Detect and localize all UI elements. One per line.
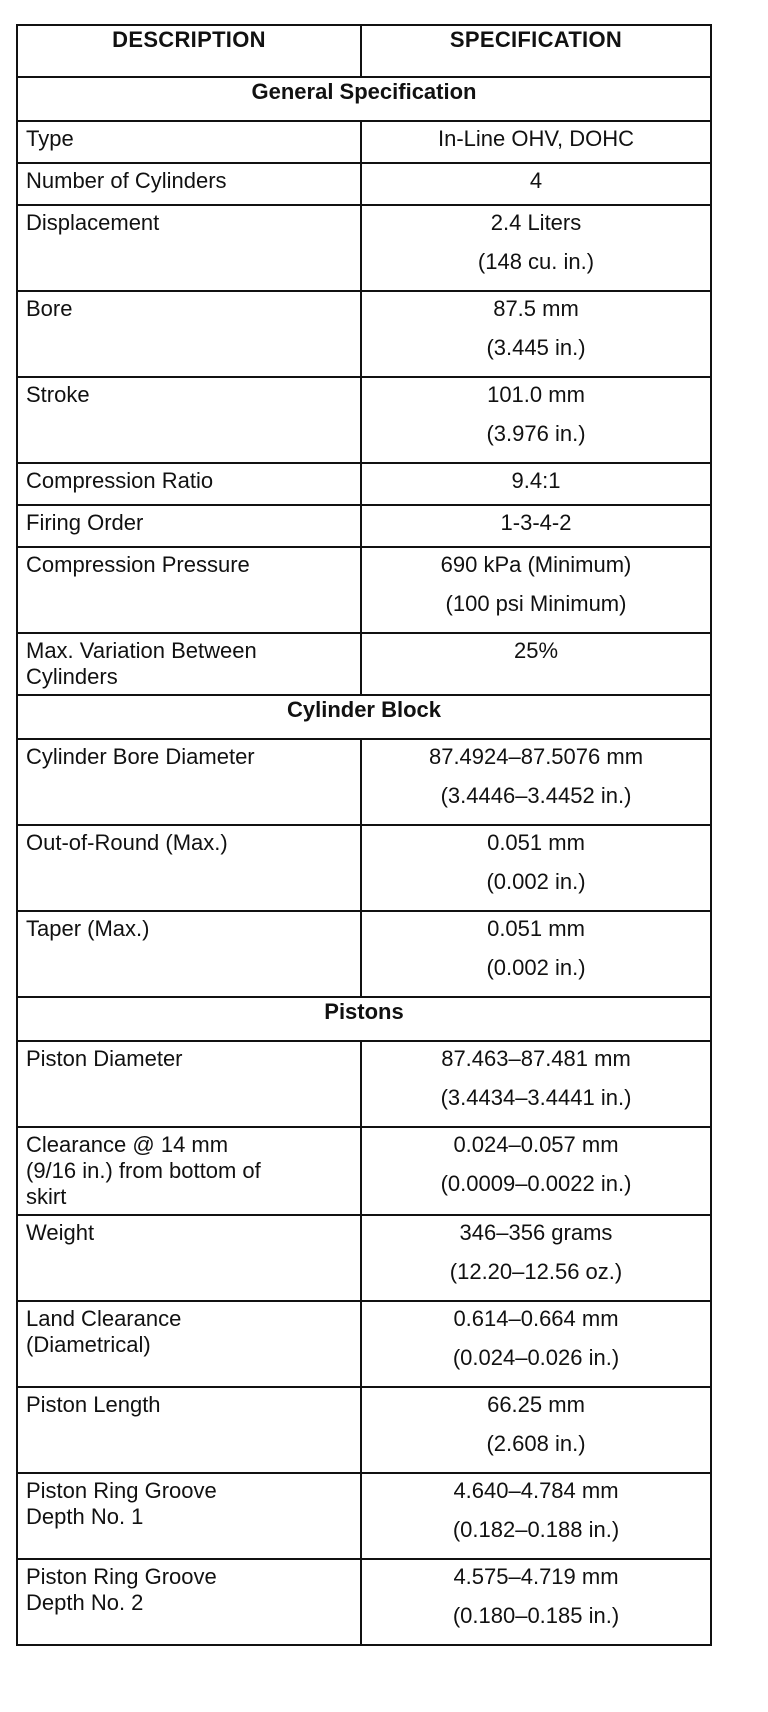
description-text: Out-of-Round (Max.) xyxy=(26,830,228,855)
specification-value: In-Line OHV, DOHC xyxy=(437,126,635,151)
table-row xyxy=(17,1041,711,1127)
table-row xyxy=(17,1473,711,1559)
description-cell xyxy=(17,547,361,633)
description-text: Taper (Max.) xyxy=(26,916,150,941)
table-row xyxy=(17,911,711,997)
specification-cell xyxy=(361,163,711,205)
specification-value: (0.002 in.) xyxy=(486,955,586,980)
specification-value: 87.5 mm xyxy=(493,296,579,321)
description-text: Clearance @ 14 mm xyxy=(26,1132,229,1157)
specification-cell xyxy=(361,1127,711,1215)
specification-cell xyxy=(361,291,711,377)
specification-value: 87.4924–87.5076 mm xyxy=(428,744,644,769)
specification-cell xyxy=(361,1559,711,1645)
table-row xyxy=(17,163,711,205)
specification-cell xyxy=(361,825,711,911)
column-header-specification: SPECIFICATION xyxy=(361,25,711,77)
table-row xyxy=(17,633,711,695)
specification-cell xyxy=(361,377,711,463)
engine-spec-table xyxy=(16,24,712,1646)
description-cell xyxy=(17,205,361,291)
description-cell xyxy=(17,377,361,463)
description-cell xyxy=(17,1301,361,1387)
table-header-row xyxy=(17,25,711,77)
description-text: Displacement xyxy=(26,210,160,235)
specification-cell xyxy=(361,547,711,633)
table-row xyxy=(17,1301,711,1387)
description-text: Weight xyxy=(26,1220,95,1245)
specification-value: 4.640–4.784 mm xyxy=(453,1478,619,1503)
description-text: Compression Pressure xyxy=(26,552,250,577)
table-row xyxy=(17,825,711,911)
description-cell xyxy=(17,505,361,547)
description-text: Number of Cylinders xyxy=(26,168,227,193)
description-text: Piston Diameter xyxy=(26,1046,183,1071)
description-cell xyxy=(17,1041,361,1127)
description-cell xyxy=(17,633,361,695)
description-cell xyxy=(17,739,361,825)
table-row xyxy=(17,205,711,291)
table-row xyxy=(17,1127,711,1215)
section-title: Cylinder Block xyxy=(17,695,711,739)
specification-cell xyxy=(361,463,711,505)
column-header-description: DESCRIPTION xyxy=(17,25,361,77)
specification-cell xyxy=(361,121,711,163)
table-body xyxy=(17,77,711,1645)
specification-value: (100 psi Minimum) xyxy=(445,591,627,616)
specification-cell xyxy=(361,1215,711,1301)
description-cell xyxy=(17,121,361,163)
specification-value: 66.25 mm xyxy=(487,1392,585,1417)
description-text: Firing Order xyxy=(26,510,144,535)
description-text: Depth No. 1 xyxy=(26,1504,144,1529)
specification-cell xyxy=(361,739,711,825)
specification-cell xyxy=(361,633,711,695)
description-text: Type xyxy=(26,126,74,151)
description-cell xyxy=(17,1127,361,1215)
table-row xyxy=(17,547,711,633)
specification-value: 690 kPa (Minimum) xyxy=(440,552,632,577)
specification-value: 0.051 mm xyxy=(487,830,585,855)
table-row xyxy=(17,121,711,163)
specification-value: 101.0 mm xyxy=(487,382,585,407)
specification-value: (148 cu. in.) xyxy=(477,249,595,274)
table-row xyxy=(17,1215,711,1301)
specification-value: 9.4:1 xyxy=(511,468,561,493)
section-row xyxy=(17,695,711,739)
specification-value: 1-3-4-2 xyxy=(500,510,572,535)
specification-value: 4 xyxy=(529,168,543,193)
specification-value: (3.976 in.) xyxy=(486,421,586,446)
section-title: Pistons xyxy=(17,997,711,1041)
description-cell xyxy=(17,825,361,911)
description-text: Land Clearance xyxy=(26,1306,182,1331)
specification-value: (0.024–0.026 in.) xyxy=(452,1345,620,1370)
description-text: Piston Length xyxy=(26,1392,161,1417)
description-text: Depth No. 2 xyxy=(26,1590,144,1615)
description-cell xyxy=(17,1387,361,1473)
specification-value: (3.445 in.) xyxy=(486,335,586,360)
table-row xyxy=(17,291,711,377)
specification-value: 0.614–0.664 mm xyxy=(453,1306,619,1331)
specification-value: (12.20–12.56 oz.) xyxy=(449,1259,623,1284)
description-text: (9/16 in.) from bottom of xyxy=(26,1158,261,1183)
specification-value: 2.4 Liters xyxy=(490,210,582,235)
description-text: Max. Variation Between xyxy=(26,638,257,663)
description-text: Cylinder Bore Diameter xyxy=(26,744,255,769)
specification-value: 0.051 mm xyxy=(487,916,585,941)
description-cell xyxy=(17,1215,361,1301)
specification-value: (3.4446–3.4452 in.) xyxy=(440,783,632,808)
specification-cell xyxy=(361,505,711,547)
description-cell xyxy=(17,163,361,205)
table-row xyxy=(17,1559,711,1645)
table-row xyxy=(17,739,711,825)
table-row xyxy=(17,463,711,505)
specification-cell xyxy=(361,1041,711,1127)
specification-value: 25% xyxy=(513,638,559,663)
specification-value: 87.463–87.481 mm xyxy=(441,1046,631,1071)
specification-value: 0.024–0.057 mm xyxy=(453,1132,619,1157)
specification-value: (0.002 in.) xyxy=(486,869,586,894)
section-row xyxy=(17,77,711,121)
specification-value: 346–356 grams xyxy=(459,1220,613,1245)
description-text: (Diametrical) xyxy=(26,1332,151,1357)
description-cell xyxy=(17,911,361,997)
table-row xyxy=(17,505,711,547)
description-cell xyxy=(17,1473,361,1559)
description-cell xyxy=(17,463,361,505)
table-row xyxy=(17,377,711,463)
specification-cell xyxy=(361,205,711,291)
description-text: Piston Ring Groove xyxy=(26,1564,217,1589)
description-cell xyxy=(17,291,361,377)
specification-value: (0.0009–0.0022 in.) xyxy=(440,1171,632,1196)
specification-value: (0.180–0.185 in.) xyxy=(452,1603,620,1628)
specification-cell xyxy=(361,1473,711,1559)
specification-cell xyxy=(361,911,711,997)
description-text: Cylinders xyxy=(26,664,118,689)
description-text: Stroke xyxy=(26,382,90,407)
description-text: Piston Ring Groove xyxy=(26,1478,217,1503)
specification-value: (3.4434–3.4441 in.) xyxy=(440,1085,632,1110)
specification-value: (2.608 in.) xyxy=(486,1431,586,1456)
description-text: Compression Ratio xyxy=(26,468,214,493)
section-row xyxy=(17,997,711,1041)
description-text: skirt xyxy=(26,1184,67,1209)
description-text: Bore xyxy=(26,296,73,321)
specification-value: (0.182–0.188 in.) xyxy=(452,1517,620,1542)
table-row xyxy=(17,1387,711,1473)
section-title: General Specification xyxy=(17,77,711,121)
description-cell xyxy=(17,1559,361,1645)
specification-cell xyxy=(361,1301,711,1387)
specification-value: 4.575–4.719 mm xyxy=(453,1564,619,1589)
specification-cell xyxy=(361,1387,711,1473)
